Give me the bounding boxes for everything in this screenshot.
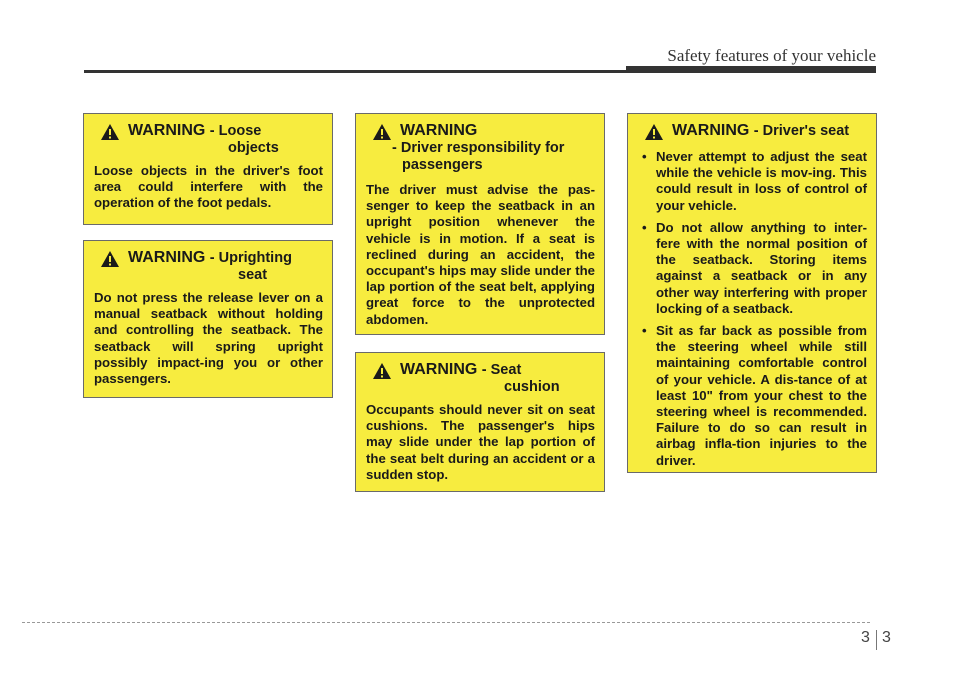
warning-box-driver-responsibility	[355, 113, 605, 335]
warning-subtitle: - Driver's seat	[753, 123, 850, 139]
warning-triangle-icon	[100, 250, 120, 268]
list-item: • Do not allow anything to inter-fere with the normal position of the seatback. Storing items against a seatback or in any other way interfering with proper locking of a seatback.	[638, 220, 867, 317]
warning-box-seat-cushion	[355, 352, 605, 492]
warning-bullet-list	[638, 149, 867, 469]
warning-triangle-icon	[100, 123, 120, 141]
warning-subtitle: - Loose	[209, 123, 262, 139]
warning-box-uprighting-seat	[83, 240, 333, 398]
warning-subtitle-continued: cushion	[504, 379, 560, 395]
list-item: • Sit as far back as possible from the steering wheel while still maintaining comfortable control of your vehicle. A dis-tance of at least 10" from your chest to the steering wheel is recommended. Failure to do so can result in airbag infla-tion injuries to the driver.	[638, 323, 867, 469]
footer-dashed-rule	[22, 622, 870, 623]
warning-subtitle: - Uprighting	[209, 250, 292, 266]
page-number-separator	[876, 630, 877, 650]
warning-label: WARNING	[128, 122, 206, 139]
page-header-title: Safety features of your vehicle	[667, 46, 876, 65]
warning-body: Occupants should never sit on seat cushions. The passenger's hips may slide under the lap portion of the seat belt during an accident or a sudden stop.	[366, 402, 595, 482]
warning-triangle-icon	[372, 123, 392, 141]
warning-triangle-icon	[372, 362, 392, 380]
warning-subtitle-continued: passengers	[402, 157, 483, 173]
warning-label: WARNING	[672, 122, 750, 139]
warning-body: Loose objects in the driver's foot area could interfere with the operation of the foot pedals.	[94, 163, 323, 211]
warning-label: WARNING	[128, 249, 206, 266]
warning-box-drivers-seat	[627, 113, 877, 473]
header-rule-accent	[626, 66, 876, 73]
warning-subtitle: - Seat	[481, 362, 522, 378]
warning-body: Do not press the release lever on a manual seatback without holding and controlling the seatback. The seatback will spring upright possibly impact-ing you or other passengers.	[94, 290, 323, 387]
warning-label: WARNING	[400, 122, 478, 139]
list-item: • Never attempt to adjust the seat while the vehicle is mov-ing. This could result in loss of control of your vehicle.	[638, 149, 867, 214]
warning-box-loose-objects	[83, 113, 333, 225]
warning-label: WARNING	[400, 361, 478, 378]
page-number: 3	[882, 629, 891, 646]
warning-subtitle-continued: seat	[238, 267, 268, 283]
warning-triangle-icon	[644, 123, 664, 141]
warning-body: The driver must advise the pas-senger to keep the seatback in an upright position whenever the vehicle is in motion. If a seat is reclined during an accident, the occupant's hips may slide under the lap portion of the seat belt, applying great force to the unprotected abdomen.	[366, 182, 595, 327]
warning-subtitle: - Driver responsibility for	[392, 140, 565, 156]
chapter-number: 3	[861, 629, 870, 646]
warning-subtitle-continued: objects	[228, 140, 279, 156]
